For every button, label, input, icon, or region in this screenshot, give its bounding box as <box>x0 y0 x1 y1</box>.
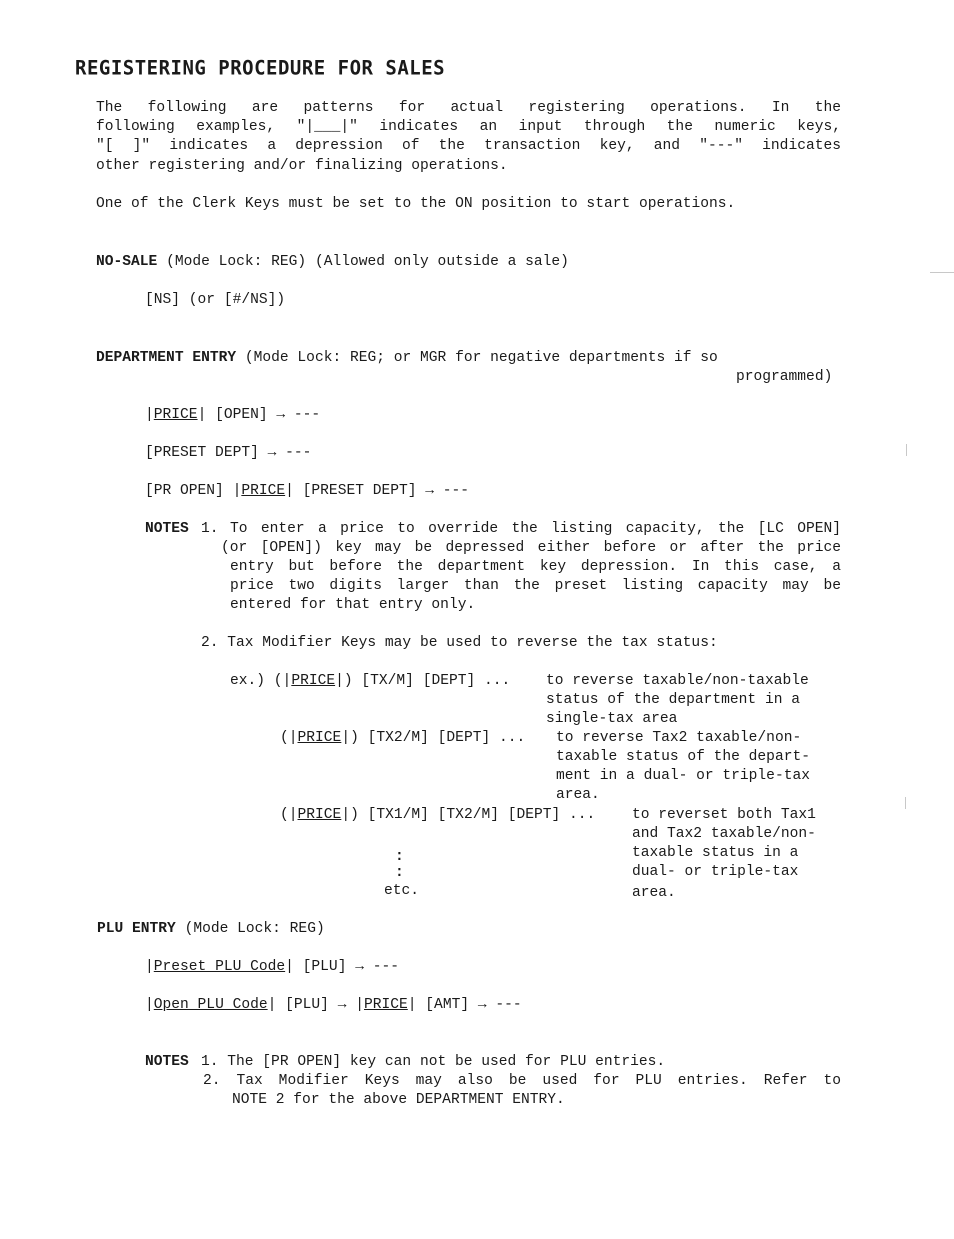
example-2-keys: (|PRICE|) [TX2/M] [DEPT] ... <box>280 730 526 746</box>
plu-pattern-2-keys: [PLU] → <box>276 997 356 1013</box>
example-3-keys: (|PRICE|) [TX1/M] [TX2/M] [DEPT] ... <box>280 807 596 823</box>
example-2-desc-4: area. <box>556 787 600 803</box>
note-1-line-5: entered for that entry only. <box>230 597 476 613</box>
plu-heading: PLU ENTRY <box>97 921 176 937</box>
intro-line-1: The following are patterns for actual registering operations. In the <box>96 100 841 116</box>
plu-heading-line <box>97 920 325 939</box>
example-1-desc-3: single-tax area <box>546 711 678 727</box>
dept-pattern-1: |PRICE| [OPEN] → --- <box>145 407 321 423</box>
notes-label: NOTES <box>145 1054 189 1070</box>
note-1-line-2: (or [OPEN]) key may be depressed either before or after the price <box>221 540 841 556</box>
scan-mark <box>905 797 906 809</box>
intro-line-3: "[ ]" indicates a depression of the transaction key, and "---" indicates <box>96 138 841 154</box>
plu-pattern-2: |Open PLU Code| [PLU] → |PRICE| [AMT] → --- <box>145 997 522 1013</box>
plu-note-2-line-1: 2. Tax Modifier Keys may also be used for PLU entries. Refer to <box>203 1073 841 1089</box>
example-1-desc-1: to reverse taxable/non-taxable <box>546 673 809 689</box>
no-sale-desc: (Mode Lock: REG) (Allowed only outside a sale) <box>157 254 569 270</box>
example-1-key-seq: ) [TX/M] [DEPT] ... <box>343 673 511 689</box>
example-label: ex.) ( <box>230 673 283 689</box>
plu-notes-label <box>145 1053 189 1072</box>
scan-mark <box>930 272 954 273</box>
example-2-desc-1: to reverse Tax2 taxable/non- <box>556 730 802 746</box>
plu-note-2-line-2: NOTE 2 for the above DEPARTMENT ENTRY. <box>232 1092 565 1108</box>
example-3-desc-2: and Tax2 taxable/non- <box>632 826 816 842</box>
example-3-key-seq: ) [TX1/M] [TX2/M] [DEPT] ... <box>350 807 596 823</box>
dept-desc: (Mode Lock: REG; or MGR for negative departments if so <box>236 350 718 366</box>
note-1-line-1: To enter a price to override the listing capacity, the [LC OPEN] <box>230 521 841 537</box>
intro-line-2: following examples, "|___|" indicates an input through the numeric keys, <box>96 119 841 135</box>
no-sale-heading-line <box>96 253 569 272</box>
example-2-key-seq: ) [TX2/M] [DEPT] ... <box>350 730 526 746</box>
plu-code-input: Preset PLU Code <box>153 959 286 975</box>
plu-desc: (Mode Lock: REG) <box>175 921 325 937</box>
etc-label: etc. <box>384 883 420 899</box>
plu-pattern-2-keys-end: [AMT] → --- <box>416 997 522 1013</box>
example-2-desc-3: ment in a dual- or triple-tax <box>556 768 810 784</box>
plu-pattern-1: |Preset PLU Code| [PLU] → --- <box>145 959 399 975</box>
clerk-key-note: One of the Clerk Keys must be set to the ON position to start operations. <box>96 196 736 212</box>
example-3-desc-1: to reverset both Tax1 <box>632 807 816 823</box>
note-1-line-3: entry but before the department key depression. In this case, a <box>230 559 841 575</box>
dept-pattern-3-pre: [PR OPEN] <box>145 483 233 499</box>
example-2-desc-2: taxable status of the depart- <box>556 749 810 765</box>
price-input: PRICE <box>241 483 286 499</box>
price-input: PRICE <box>297 730 342 746</box>
paren: ( <box>280 807 289 823</box>
continuation-dots-1: : <box>395 849 404 865</box>
intro-line-4: other registering and/or finalizing operations. <box>96 158 508 174</box>
example-1-keys: ex.) (|PRICE|) [TX/M] [DEPT] ... <box>230 673 511 689</box>
note-1-number: 1. <box>201 521 219 537</box>
example-3-desc-3: taxable status in a <box>632 845 799 861</box>
price-input: PRICE <box>363 997 408 1013</box>
notes-label: NOTES <box>145 521 189 537</box>
page-title: REGISTERING PROCEDURE FOR SALES <box>75 56 446 80</box>
price-input: PRICE <box>297 807 342 823</box>
price-input: PRICE <box>291 673 336 689</box>
dept-notes-label <box>145 520 189 539</box>
scan-mark <box>906 444 907 456</box>
plu-code-input: Open PLU Code <box>153 997 268 1013</box>
dept-pattern-3-keys: [PRESET DEPT] → --- <box>293 483 470 499</box>
plu-pattern-1-keys: [PLU] → --- <box>293 959 399 975</box>
note-2: 2. Tax Modifier Keys may be used to reverse the tax status: <box>201 635 718 651</box>
example-3-desc-4: dual- or triple-tax <box>632 864 799 880</box>
dept-desc-cont: programmed) <box>736 369 833 385</box>
example-3-desc-5: area. <box>632 885 676 901</box>
dept-pattern-1-keys: [OPEN] → --- <box>206 407 321 423</box>
dept-pattern-2: [PRESET DEPT] → --- <box>145 445 312 461</box>
example-1-desc-2: status of the department in a <box>546 692 800 708</box>
continuation-dots-2: : <box>395 865 404 881</box>
dept-heading-line <box>96 349 718 368</box>
dept-heading: DEPARTMENT ENTRY <box>96 350 237 366</box>
no-sale-heading: NO-SALE <box>96 254 158 270</box>
note-1-line-4: price two digits larger than the preset listing capacity may be <box>230 578 841 594</box>
plu-note-1: 1. The [PR OPEN] key can not be used for PLU entries. <box>201 1054 666 1070</box>
paren: ( <box>280 730 289 746</box>
price-input: PRICE <box>153 407 198 423</box>
dept-pattern-3: [PR OPEN] |PRICE| [PRESET DEPT] → --- <box>145 483 470 499</box>
no-sale-pattern: [NS] (or [#/NS]) <box>145 292 286 308</box>
